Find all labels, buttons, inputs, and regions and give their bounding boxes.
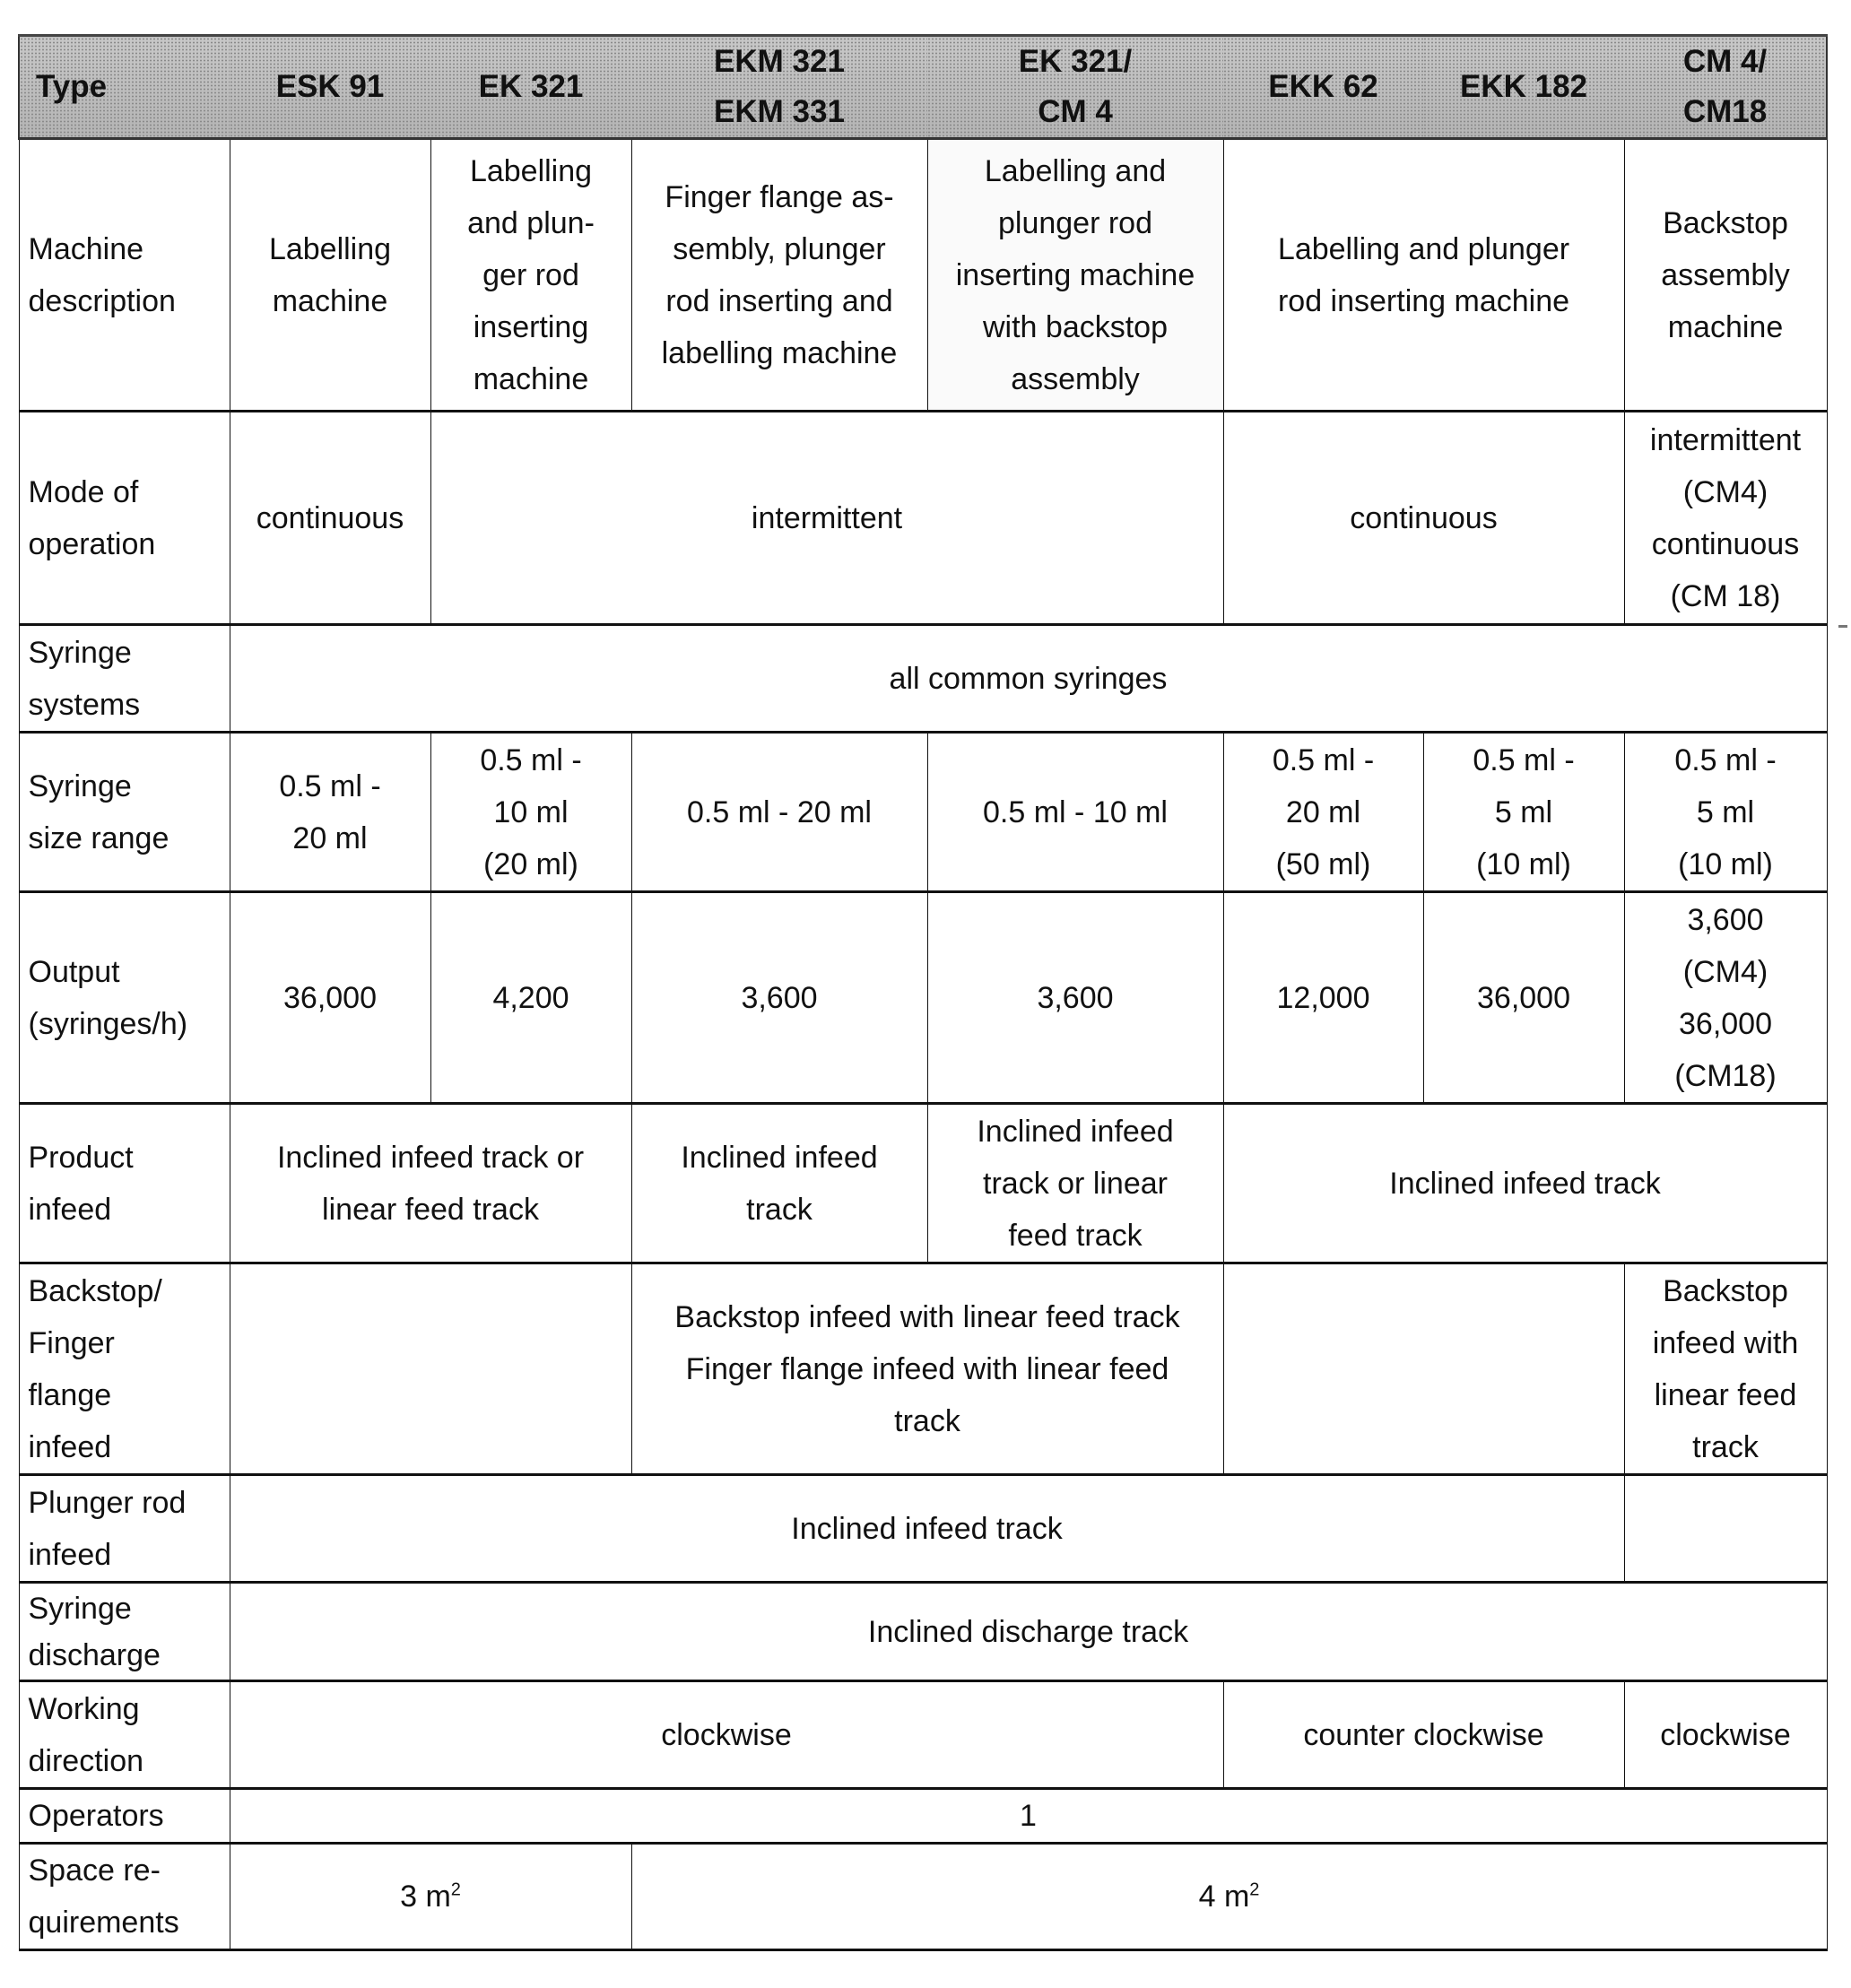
cell-main: Inclined infeed track [230, 1475, 1624, 1583]
cell-esk91: 0.5 ml - 20 ml [230, 733, 430, 892]
cell-ekk182: 36,000 [1423, 892, 1624, 1104]
space-value-4: 4 m [1198, 1879, 1250, 1914]
cell-esk-ek [230, 1844, 631, 1950]
cell-ekm321: Finger flange as- sembly, plunger rod inserting and labelling machine [631, 139, 927, 412]
cell-rest [631, 1844, 1827, 1950]
row-label: Output (syringes/h) [19, 892, 230, 1104]
cell-ek321-cm4: Labelling and plunger rod inserting machine with backstop assembly [927, 139, 1223, 412]
header-row [19, 36, 1827, 139]
row-syringe-systems [19, 625, 1827, 733]
cell-ekk: Labelling and plunger rod inserting machine [1223, 139, 1624, 412]
cell-ekm321: 3,600 [631, 892, 927, 1104]
space-value-3: 3 m [400, 1879, 451, 1914]
cell-ekk62: 0.5 ml - 20 ml (50 ml) [1223, 733, 1423, 892]
cell-esk91: continuous [230, 412, 430, 625]
cell-ekk: continuous [1223, 412, 1624, 625]
header-cm4-cm18: CM 4/ CM18 [1624, 36, 1827, 139]
row-plunger-rod-infeed [19, 1475, 1827, 1583]
machine-comparison-sheet [18, 34, 1826, 1951]
cell-ekk: counter clockwise [1223, 1681, 1624, 1789]
row-label: Space re- quirements [19, 1844, 230, 1950]
exponent: 2 [450, 1879, 461, 1900]
exponent: 2 [1249, 1879, 1260, 1900]
row-backstop-finger-flange-infeed [19, 1263, 1827, 1475]
row-operators [19, 1789, 1827, 1844]
cell-esk91: 36,000 [230, 892, 430, 1104]
cell-cm: 3,600 (CM4) 36,000 (CM18) [1624, 892, 1827, 1104]
cell-cm: clockwise [1624, 1681, 1827, 1789]
row-machine-description [19, 139, 1827, 412]
row-label: Working direction [19, 1681, 230, 1789]
machine-comparison-table [18, 34, 1828, 1951]
cell-ekk182: 0.5 ml - 5 ml (10 ml) [1423, 733, 1624, 892]
header-ekm321-ekm331: EKM 321 EKM 331 [631, 36, 927, 139]
cell-ekm321: 0.5 ml - 20 ml [631, 733, 927, 892]
cell-cm: Backstop assembly machine [1624, 139, 1827, 412]
cell-ekk62: 12,000 [1223, 892, 1423, 1104]
row-syringe-discharge [19, 1583, 1827, 1681]
header-ek321-cm4: EK 321/ CM 4 [927, 36, 1223, 139]
cell-esk-ek-empty [230, 1263, 631, 1475]
cell-cm-empty [1624, 1475, 1827, 1583]
cell-ek-group: intermittent [430, 412, 1223, 625]
header-ekk62: EKK 62 [1223, 36, 1423, 139]
cell-ek321: 4,200 [430, 892, 631, 1104]
row-label: Backstop/ Finger flange infeed [19, 1263, 230, 1475]
header-ek321: EK 321 [430, 36, 631, 139]
row-space-requirements [19, 1844, 1827, 1950]
cell-ek321-cm4: 3,600 [927, 892, 1223, 1104]
cell-esk-ek: Inclined infeed track or linear feed track [230, 1104, 631, 1263]
cell-cm: 0.5 ml - 5 ml (10 ml) [1624, 733, 1827, 892]
cell-ekk-empty [1223, 1263, 1624, 1475]
header-type: Type [19, 36, 230, 139]
scan-margin-mark [1838, 625, 1847, 628]
row-working-direction [19, 1681, 1827, 1789]
cell-esk91: Labelling machine [230, 139, 430, 412]
cell-cm: Backstop infeed with linear feed track [1624, 1263, 1827, 1475]
cell-ek321-cm4: Inclined infeed track or linear feed track [927, 1104, 1223, 1263]
row-label: Operators [19, 1789, 230, 1844]
row-label: Machine description [19, 139, 230, 412]
header-ekk182: EKK 182 [1423, 36, 1624, 139]
cell-ekm321: Inclined infeed track [631, 1104, 927, 1263]
row-label: Syringe discharge [19, 1583, 230, 1681]
cell-all: all common syringes [230, 625, 1827, 733]
cell-ekk-cm: Inclined infeed track [1223, 1104, 1827, 1263]
header-esk91: ESK 91 [230, 36, 430, 139]
cell-all: 1 [230, 1789, 1827, 1844]
cell-ek321: Labelling and plun- ger rod inserting machine [430, 139, 631, 412]
cell-ek321: 0.5 ml - 10 ml (20 ml) [430, 733, 631, 892]
row-product-infeed [19, 1104, 1827, 1263]
row-label: Mode of operation [19, 412, 230, 625]
row-label: Syringe size range [19, 733, 230, 892]
row-label: Product infeed [19, 1104, 230, 1263]
cell-esk-to-ek321cm4: clockwise [230, 1681, 1223, 1789]
cell-cm: intermittent (CM4) continuous (CM 18) [1624, 412, 1827, 625]
cell-all: Inclined discharge track [230, 1583, 1827, 1681]
row-label: Plunger rod infeed [19, 1475, 230, 1583]
row-syringe-size-range [19, 733, 1827, 892]
cell-ek321-cm4: 0.5 ml - 10 ml [927, 733, 1223, 892]
row-label: Syringe systems [19, 625, 230, 733]
row-output [19, 892, 1827, 1104]
row-mode-of-operation [19, 412, 1827, 625]
cell-ekm-ek321cm4: Backstop infeed with linear feed track Finger flange infeed with linear feed track [631, 1263, 1223, 1475]
